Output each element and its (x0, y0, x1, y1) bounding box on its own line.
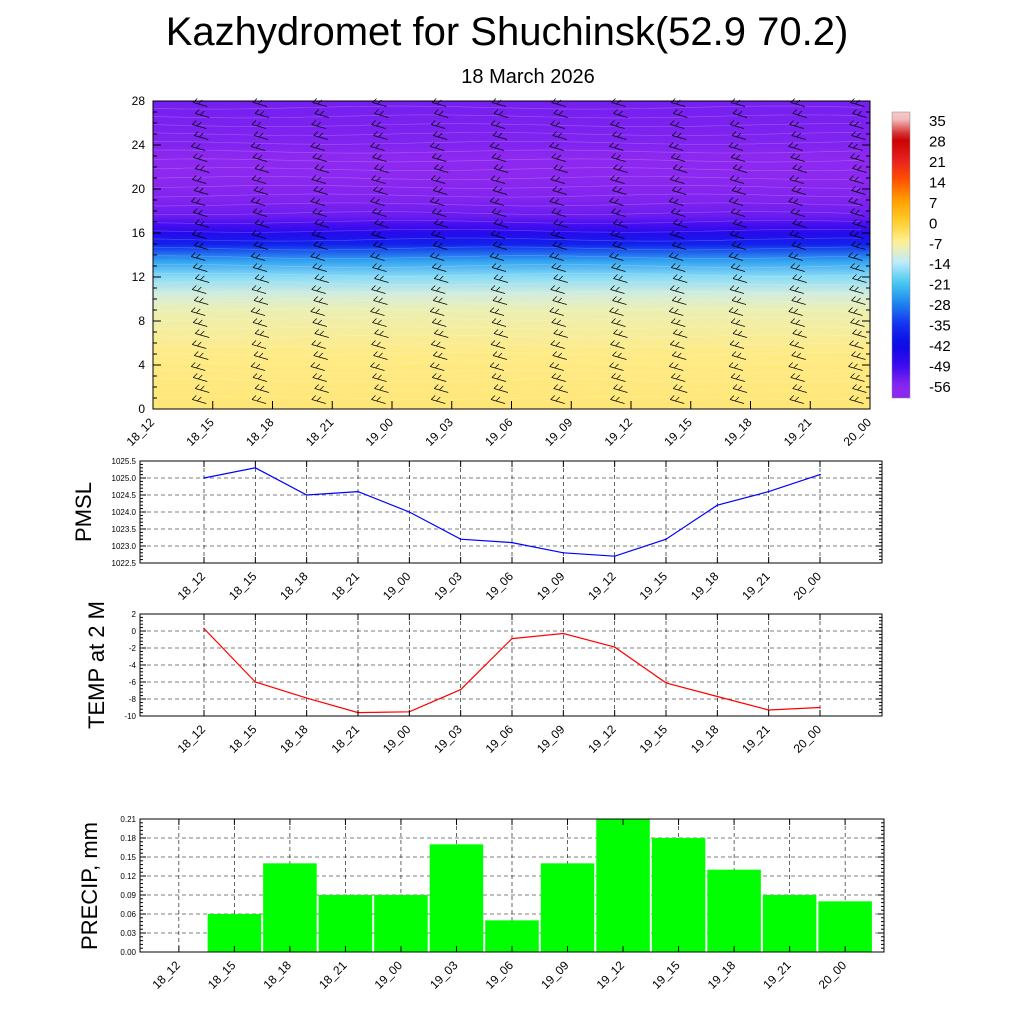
y-tick-label: 0.21 (120, 815, 136, 824)
color-bar-label: -7 (929, 235, 943, 253)
chart-subtitle: 18 March 2026 (461, 66, 595, 88)
x-tick-label: 19_09 (538, 958, 572, 992)
color-bar-label: -35 (929, 317, 951, 335)
x-tick-label: 19_21 (739, 569, 773, 603)
x-tick-label: 20_00 (840, 415, 875, 449)
x-tick-label: 19_06 (482, 722, 517, 756)
x-tick-label: 19_18 (687, 569, 722, 603)
y-tick-label: 20 (131, 182, 145, 196)
x-tick-label: 20_00 (790, 722, 825, 756)
x-tick-label: 18_15 (225, 722, 260, 756)
x-tick-label: 19_18 (687, 722, 722, 756)
y-tick-label: 1024.5 (111, 491, 136, 500)
x-tick-label: 19_12 (585, 569, 619, 603)
color-bar-label: -28 (929, 297, 951, 315)
data-point (768, 491, 770, 493)
y-axis-title: PRECIP, mm (77, 822, 102, 950)
color-bar-fill (892, 112, 910, 398)
data-point (511, 542, 513, 544)
x-tick-label: 18_12 (123, 415, 158, 449)
y-tick-label: -8 (128, 695, 136, 704)
y-tick-label: 0.06 (120, 910, 136, 919)
color-bar-label: -42 (929, 337, 951, 355)
data-point (460, 689, 462, 691)
x-tick-label: 19_18 (704, 958, 739, 992)
data-point (203, 477, 205, 479)
precip-panel (77, 815, 884, 992)
data-point (717, 504, 719, 506)
x-tick-label: 18_12 (149, 958, 183, 992)
color-bar-label: -21 (929, 276, 951, 294)
x-tick-label: 19_03 (431, 722, 465, 756)
data-point (306, 697, 308, 699)
x-tick-label: 20_00 (790, 569, 825, 603)
y-tick-label: 12 (131, 270, 145, 284)
y-axis-title: TEMP at 2 M (84, 601, 109, 729)
x-tick-label: 19_18 (721, 415, 755, 449)
y-tick-label: 1025.0 (111, 474, 136, 483)
y-tick-label: 1023.5 (111, 525, 136, 534)
x-tick-label: 19_00 (379, 569, 414, 603)
y-tick-label: 0 (131, 627, 136, 636)
x-tick-label: 19_00 (371, 958, 406, 992)
color-bar-label: 28 (929, 133, 946, 151)
y-tick-label: 1023.0 (111, 542, 136, 551)
color-bar (892, 112, 951, 398)
x-tick-label: 20_00 (815, 958, 850, 992)
x-tick-label: 18_18 (243, 415, 277, 449)
y-tick-label: 1024.0 (111, 508, 136, 517)
y-tick-label: 16 (131, 226, 145, 240)
data-point (563, 633, 565, 635)
x-tick-label: 19_15 (661, 415, 695, 449)
x-tick-label: 18_12 (174, 722, 209, 756)
precip-bar (652, 838, 706, 952)
x-tick-label: 19_12 (585, 722, 619, 756)
y-tick-label: 0.15 (120, 853, 136, 862)
x-tick-label: 19_09 (533, 722, 568, 756)
x-tick-label: 19_00 (379, 722, 414, 756)
data-point (203, 628, 205, 630)
color-bar-label: 0 (929, 215, 938, 233)
x-tick-label: 19_03 (427, 958, 461, 992)
color-bar-label: -14 (929, 256, 951, 274)
x-tick-label: 19_03 (422, 415, 456, 449)
y-tick-label: 8 (138, 314, 145, 328)
data-point (511, 638, 513, 640)
y-tick-label: 2 (131, 610, 136, 619)
precip-bar (596, 819, 650, 952)
x-tick-label: 19_21 (760, 958, 794, 992)
y-tick-label: -2 (128, 644, 136, 653)
y-tick-label: 1022.5 (111, 559, 136, 568)
precip-bar (374, 895, 428, 952)
x-tick-label: 18_15 (225, 569, 260, 603)
x-tick-label: 19_12 (593, 958, 628, 992)
data-point (665, 682, 667, 684)
x-tick-label: 18_21 (328, 569, 363, 603)
y-tick-label: 0.09 (120, 891, 136, 900)
y-tick-label: 0 (138, 402, 145, 416)
y-tick-label: 24 (131, 138, 145, 152)
color-bar-label: -49 (929, 358, 951, 376)
x-tick-label: 18_15 (183, 415, 217, 449)
color-bar-label: 21 (929, 154, 946, 172)
chart-title: Kazhydromet for Shuchinsk(52.9 70.2) (165, 10, 849, 54)
data-point (819, 707, 821, 709)
x-tick-label: 19_09 (533, 569, 568, 603)
precip-bar (763, 895, 817, 952)
data-point (665, 538, 667, 540)
precip-bar (541, 863, 595, 952)
data-point (255, 467, 257, 469)
y-tick-label: -4 (128, 661, 136, 670)
data-point (357, 491, 359, 493)
y-tick-label: -6 (128, 678, 136, 687)
x-tick-label: 18_18 (277, 722, 311, 756)
y-axis-title: PMSL (71, 482, 96, 542)
x-tick-label: 19_21 (780, 415, 815, 449)
color-bar-label: 7 (929, 194, 938, 212)
heatmap-field (153, 101, 870, 409)
x-tick-label: 18_21 (302, 415, 337, 449)
x-tick-label: 19_06 (482, 415, 516, 449)
data-point (614, 555, 616, 557)
x-tick-label: 19_00 (362, 415, 397, 449)
y-tick-label: 0.03 (120, 929, 136, 938)
temp-panel (84, 601, 882, 756)
data-point (563, 552, 565, 554)
color-bar-label: -56 (929, 378, 951, 396)
x-tick-label: 19_15 (649, 958, 683, 992)
color-bar-label: 14 (929, 174, 946, 192)
data-point (717, 696, 719, 698)
y-tick-label: 1025.5 (111, 457, 136, 466)
x-tick-label: 19_06 (482, 958, 517, 992)
y-tick-label: 28 (131, 94, 145, 108)
x-tick-label: 19_15 (636, 722, 671, 756)
data-point (255, 681, 257, 683)
data-point (409, 511, 411, 513)
x-tick-label: 18_18 (260, 958, 295, 992)
data-point (460, 538, 462, 540)
x-tick-label: 18_15 (205, 958, 239, 992)
y-tick-label: 4 (138, 358, 145, 372)
x-tick-label: 19_06 (482, 569, 517, 603)
upper-air-panel (124, 94, 875, 449)
precip-bar (430, 844, 484, 952)
precip-bar (818, 901, 872, 952)
x-tick-label: 18_12 (174, 569, 209, 603)
x-tick-label: 19_03 (431, 569, 465, 603)
precip-bar (707, 870, 761, 952)
x-tick-label: 19_21 (739, 722, 773, 756)
x-tick-label: 19_12 (601, 415, 636, 449)
y-tick-label: 0.12 (120, 872, 136, 881)
x-tick-label: 18_21 (328, 722, 363, 756)
precip-bar (319, 895, 373, 952)
x-tick-label: 18_21 (316, 958, 350, 992)
color-bar-label: 35 (929, 113, 946, 131)
pmsl-panel (71, 457, 882, 603)
x-tick-label: 19_09 (541, 415, 576, 449)
y-tick-label: -10 (124, 712, 136, 721)
precip-bar (263, 863, 317, 952)
data-point (819, 474, 821, 476)
data-point (614, 646, 616, 648)
y-tick-label: 0.00 (120, 948, 136, 957)
y-tick-label: 0.18 (120, 834, 136, 843)
x-tick-label: 18_18 (277, 569, 311, 603)
x-tick-label: 19_15 (636, 569, 671, 603)
data-point (306, 494, 308, 496)
